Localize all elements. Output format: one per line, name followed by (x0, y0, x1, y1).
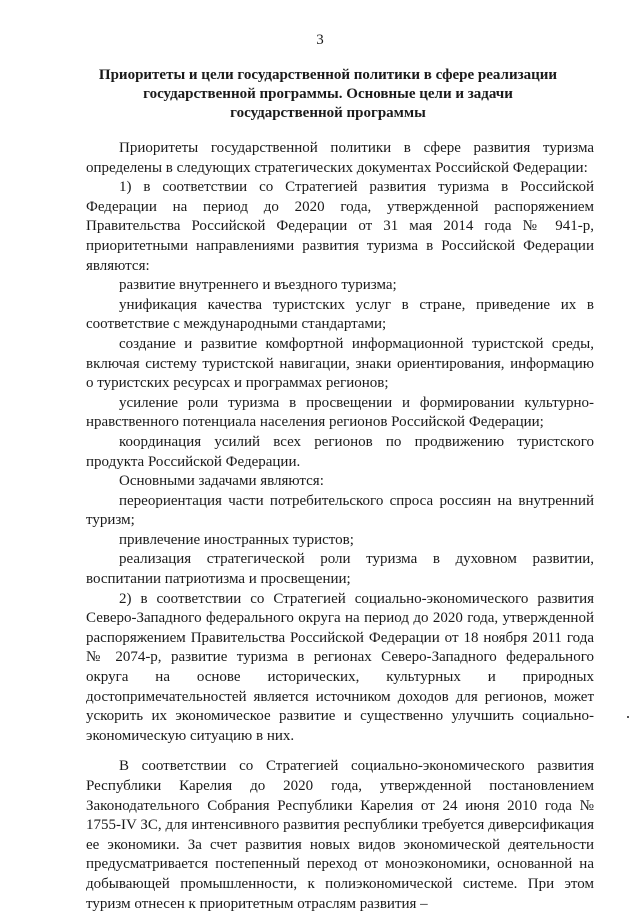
list-item-priority: создание и развитие комфортной информационной туристской среды, включая систему туристской навигации, знаки ориентирования, информацию о туристских ресурсах и программах регионов; (86, 335, 594, 392)
paragraph-intro: Приоритеты государственной политики в сфере развития туризма определены в следующих стратегических документах Российской Федерации: (86, 140, 594, 176)
list-item-priority: развитие внутреннего и въездного туризма; (119, 277, 397, 294)
scan-speck (627, 716, 629, 718)
list-item-task: переориентация части потребительского спроса россиян на внутренний туризм; (86, 492, 594, 529)
list-item-task: привлечение иностранных туристов; (119, 531, 354, 548)
paragraph-tasks-heading: Основными задачами являются: (119, 473, 324, 490)
list-item-task: реализация стратегической роли туризма в духовном развитии, воспитании патриотизма и просвещении; (86, 551, 594, 588)
list-item-priority: унификация качества туристских услуг в стране, приведение их в соответствие с международными стандартами; (86, 296, 594, 333)
page-number: 3 (316, 32, 324, 48)
section-heading: Приоритеты и цели государственной политики в сфере реализации государственной программы. Основные цели и задачи государственной программы (98, 67, 558, 121)
document-body (86, 139, 594, 914)
list-item-priority: усиление роли туризма в просвещении и формировании культурно-нравственного потенциала населения регионов Российской Федерации; (86, 394, 594, 431)
list-item-priority: координация усилий всех регионов по продвижению туристского продукта Российской Федерации. (86, 433, 594, 470)
paragraph-strategy-1: 1) в соответствии со Стратегией развития туризма в Российской Федерации на период до 2020 года, утвержденной распоряжением Правительства Российской Федерации от 31 мая 2014 года № 941-р, приоритетными направлениями развития туризма в Российской Федерации являются: (86, 179, 594, 274)
paragraph-strategy-2: 2) в соответствии со Стратегией социально-экономического развития Северо-Западного федерального округа на период до 2020 года, утвержденной распоряжением Правительства Российской Федерации от 18 ноября 2011 года № 2074-р, развитие туризма в регионах Северо-Западного федерального округа на основе исторических, культурных и природных достопримечательностей является источником доходов для регионов, может ускорить их экономическое развитие и существенно улучшить социально-экономическую ситуацию в них. (86, 590, 594, 744)
paragraph-karelia-strategy: В соответствии со Стратегией социально-экономического развития Республики Карелия до 2020 года, утвержденной постановлением Законодательного Собрания Республики Карелия от 24 июня 2010 года № 1755-IV ЗС, для интенсивного развития республики требуется диверсификация ее экономики. За счет развития новых видов экономической деятельности предусматривается постепенный переход от моноэкономики, основанной на добывающей промышленности, к полиэкономической системе. При этом туризм отнесен к приоритетным отраслям развития – (86, 758, 594, 912)
